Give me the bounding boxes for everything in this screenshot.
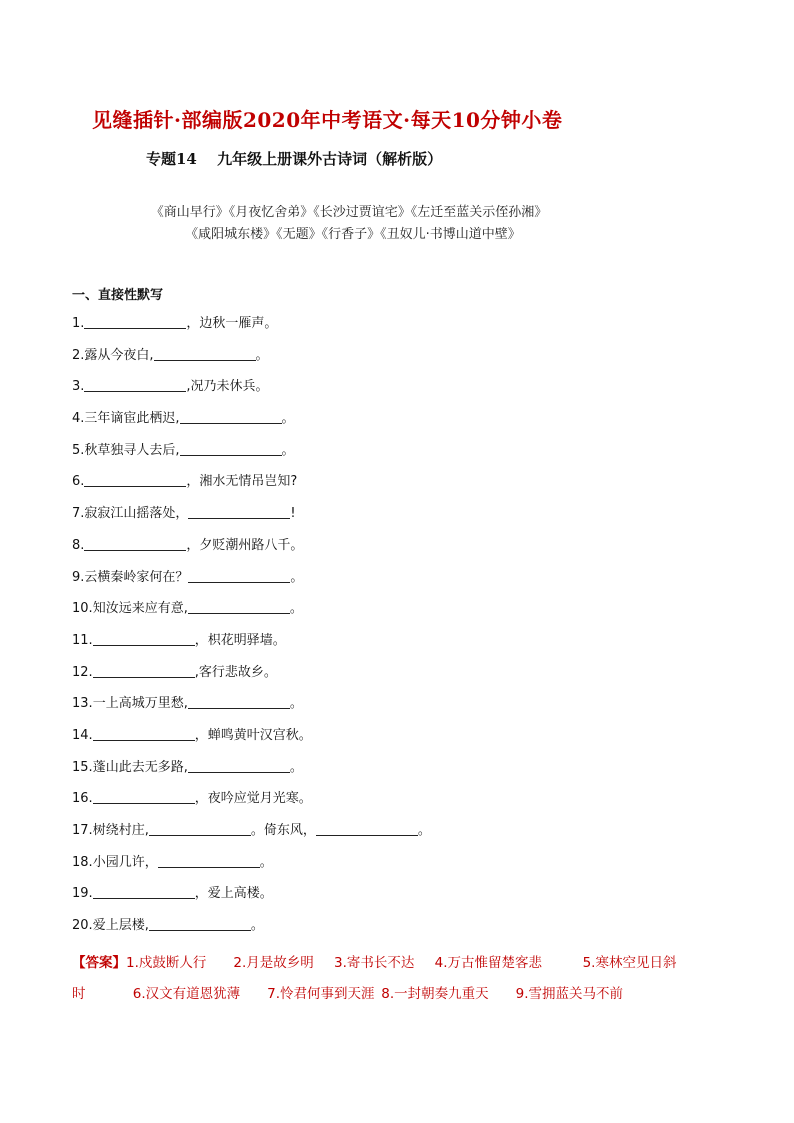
question-number: 14. [72,727,93,743]
answer-blank[interactable] [93,663,195,678]
question-number: 20. [72,918,93,934]
question-text: ，湘水无情吊岂知? [186,474,298,490]
answer-blank[interactable] [84,314,186,329]
answer-entry: 1.戍鼓断人行 [126,955,207,971]
answer-blank[interactable] [93,631,195,646]
question-item [72,568,431,600]
question-text: 。 [250,918,264,934]
question-item [72,504,431,536]
question-text: ,况乃未休兵。 [186,379,269,395]
question-text: 。 [281,442,295,458]
answer-entry: 9.雪拥蓝关马不前 [515,986,624,1002]
question-number: 2. [72,347,85,363]
question-item [72,409,431,441]
question-item [72,346,431,378]
question-number: 5. [72,442,85,458]
answer-entry: 7.怜君何事到天涯 [267,986,375,1002]
question-text: 。 [259,854,273,870]
question-text: 一上高城万里愁, [92,696,188,712]
question-text: 。 [289,696,303,712]
question-item [72,631,431,663]
question-text: 。 [289,759,303,775]
question-text: 。 [289,601,303,617]
question-number: 9. [72,569,85,585]
question-text: ，枳花明驿墙。 [194,632,286,648]
question-number: 17. [72,823,93,838]
answer-blank[interactable] [84,472,186,487]
question-item [72,916,431,948]
question-text: ，蝉鸣黄叶汉宫秋。 [194,727,312,743]
question-item [72,663,431,695]
answer-blank[interactable] [188,599,290,614]
answer-entry: 4.万古惟留楚客悲 [434,955,543,971]
answer-label: 【答案】 [72,955,126,971]
poem-list-line-1: 《商山早行》《月夜忆舍弟》《长沙过贾谊宅》《左迁至蓝关示侄孙湘》 [150,205,548,220]
question-item [72,536,431,568]
question-number: 16. [72,791,93,807]
question-text: 露从今夜白, [84,347,154,363]
answer-blank[interactable] [149,821,251,836]
question-text: 三年谪宦此栖迟, [84,411,180,427]
question-number: 12. [72,664,93,680]
question-text: 。 [417,823,431,838]
answer-blank[interactable] [316,821,418,836]
question-text: 树绕村庄, [92,823,149,838]
answer-entry: 2.月是故乡明 [233,955,314,971]
question-number: 3. [72,379,85,395]
section-heading: 一、直接性默写 [72,288,164,303]
question-item [72,789,431,821]
question-number: 7. [72,506,85,522]
question-text: 。 [281,411,295,427]
question-item [72,726,431,758]
question-item [72,884,431,916]
question-item [72,377,431,409]
answer-blank[interactable] [84,536,186,551]
poem-list [0,202,794,246]
question-text: 秋草独寻人去后, [84,442,180,458]
question-item [72,599,431,631]
answer-block [72,948,732,1010]
question-text: 。 [290,569,304,585]
answer-blank[interactable] [149,916,251,931]
question-item [72,694,431,726]
answer-blank[interactable] [180,409,282,424]
question-text: 小园几许， [92,854,158,870]
answer-blank[interactable] [188,504,290,519]
answer-blank[interactable] [180,441,282,456]
question-number: 1. [72,316,85,331]
answer-blank[interactable] [84,377,186,392]
question-text: 云横秦岭家何在？ [84,569,189,585]
answer-entry: 8.一封朝奏九重天 [381,986,489,1002]
question-text: 寂寂江山摇落处， [84,506,189,522]
question-number: 10. [72,601,93,617]
question-text: ! [290,506,296,522]
question-text: 。倚东风， [250,823,316,838]
question-text: ，边秋一雁声。 [186,316,278,331]
answer-blank[interactable] [93,789,195,804]
question-text: ，夜吟应觉月光寒。 [194,791,312,807]
answer-blank[interactable] [188,758,290,773]
question-number: 15. [72,759,93,775]
question-number: 8. [72,537,85,553]
question-list [72,314,431,948]
question-item [72,314,431,346]
answer-blank[interactable] [158,853,260,868]
question-number: 6. [72,474,85,490]
answer-entry: 6.汉文有道恩犹薄 [132,986,241,1002]
answer-entry: 3.寄书长不达 [334,955,415,971]
answer-blank[interactable] [93,884,195,899]
question-text: 知汝远来应有意, [92,601,188,617]
question-text: 。 [255,347,269,363]
question-number: 19. [72,886,93,902]
question-text: ，爱上高楼。 [194,886,273,902]
answer-blank[interactable] [188,694,290,709]
answer-blank[interactable] [154,346,256,361]
answer-blank[interactable] [188,568,290,583]
answer-entry: 5.寒林空见日斜时 [72,955,677,1002]
poem-list-line-2: 《咸阳城东楼》《无题》《行香子》《丑奴儿·书博山道中壁》 [185,227,521,242]
question-number: 11. [72,632,93,648]
answer-blank[interactable] [93,726,195,741]
question-text: ,客行悲故乡。 [194,664,277,680]
question-item [72,758,431,790]
question-number: 4. [72,411,85,427]
question-text: ，夕贬潮州路八千。 [186,537,304,553]
question-item [72,821,431,853]
document-subtitle: 专题14 九年级上册课外古诗词（解析版） [146,150,443,168]
question-text: 蓬山此去无多路, [92,759,188,775]
question-item [72,441,431,473]
question-text: 爱上层楼, [92,918,149,934]
question-number: 13. [72,696,93,712]
document-title: 见缝插针·部编版2020年中考语文·每天10分钟小卷 [92,108,563,132]
question-item [72,472,431,504]
question-item [72,853,431,885]
question-number: 18. [72,854,93,870]
